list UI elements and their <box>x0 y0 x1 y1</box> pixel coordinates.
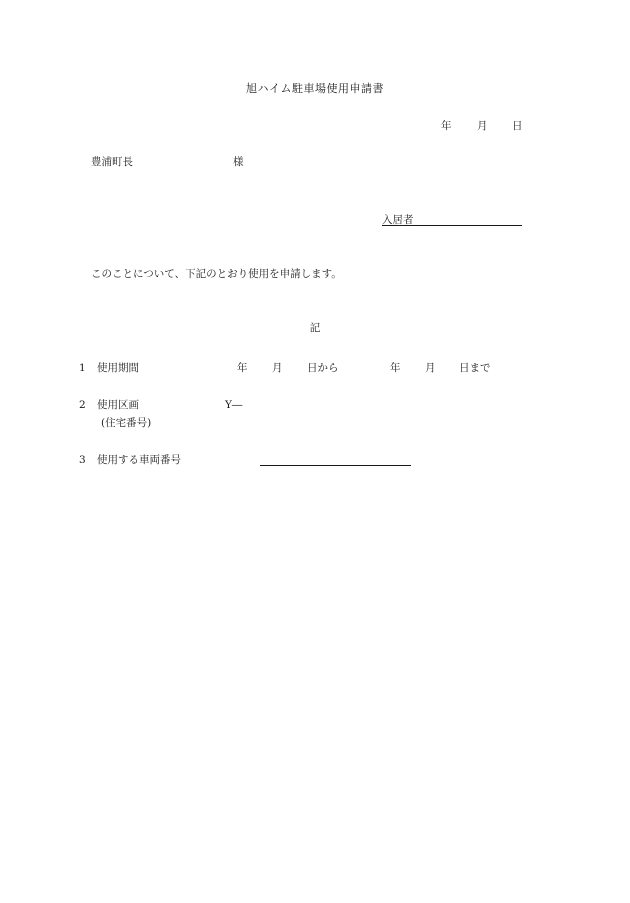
period-start-month: 月 <box>272 362 283 374</box>
item-2-number: 2 <box>79 399 86 411</box>
section-value: Y― <box>225 399 243 411</box>
item-2-label: 使用区画 <box>97 399 139 411</box>
item-1-label: 使用期間 <box>97 362 139 374</box>
document-title: 旭ハイム駐車場使用申請書 <box>246 82 384 95</box>
period-end-year: 年 <box>390 362 401 374</box>
resident-signature-line <box>382 225 522 226</box>
item-3-label: 使用する車両番号 <box>97 454 181 466</box>
application-statement: このことについて、下記のとおり使用を申請します。 <box>91 268 342 280</box>
item-1-number: 1 <box>79 362 86 374</box>
resident-label: 入居者 <box>382 214 414 226</box>
period-end-month: 月 <box>425 362 436 374</box>
period-end-day: 日まで <box>459 362 491 374</box>
vehicle-number-line <box>260 465 411 466</box>
honorific: 様 <box>233 156 244 168</box>
ki-heading: 記 <box>309 322 321 334</box>
item-3-number: 3 <box>79 454 86 466</box>
date-day: 日 <box>512 120 523 132</box>
addressee: 豊浦町長 <box>91 156 133 168</box>
date-month: 月 <box>477 120 488 132</box>
period-start-day: 日から <box>307 362 339 374</box>
period-start-year: 年 <box>237 362 248 374</box>
date-year: 年 <box>441 120 452 132</box>
item-2-sublabel: (住宅番号) <box>101 417 152 429</box>
